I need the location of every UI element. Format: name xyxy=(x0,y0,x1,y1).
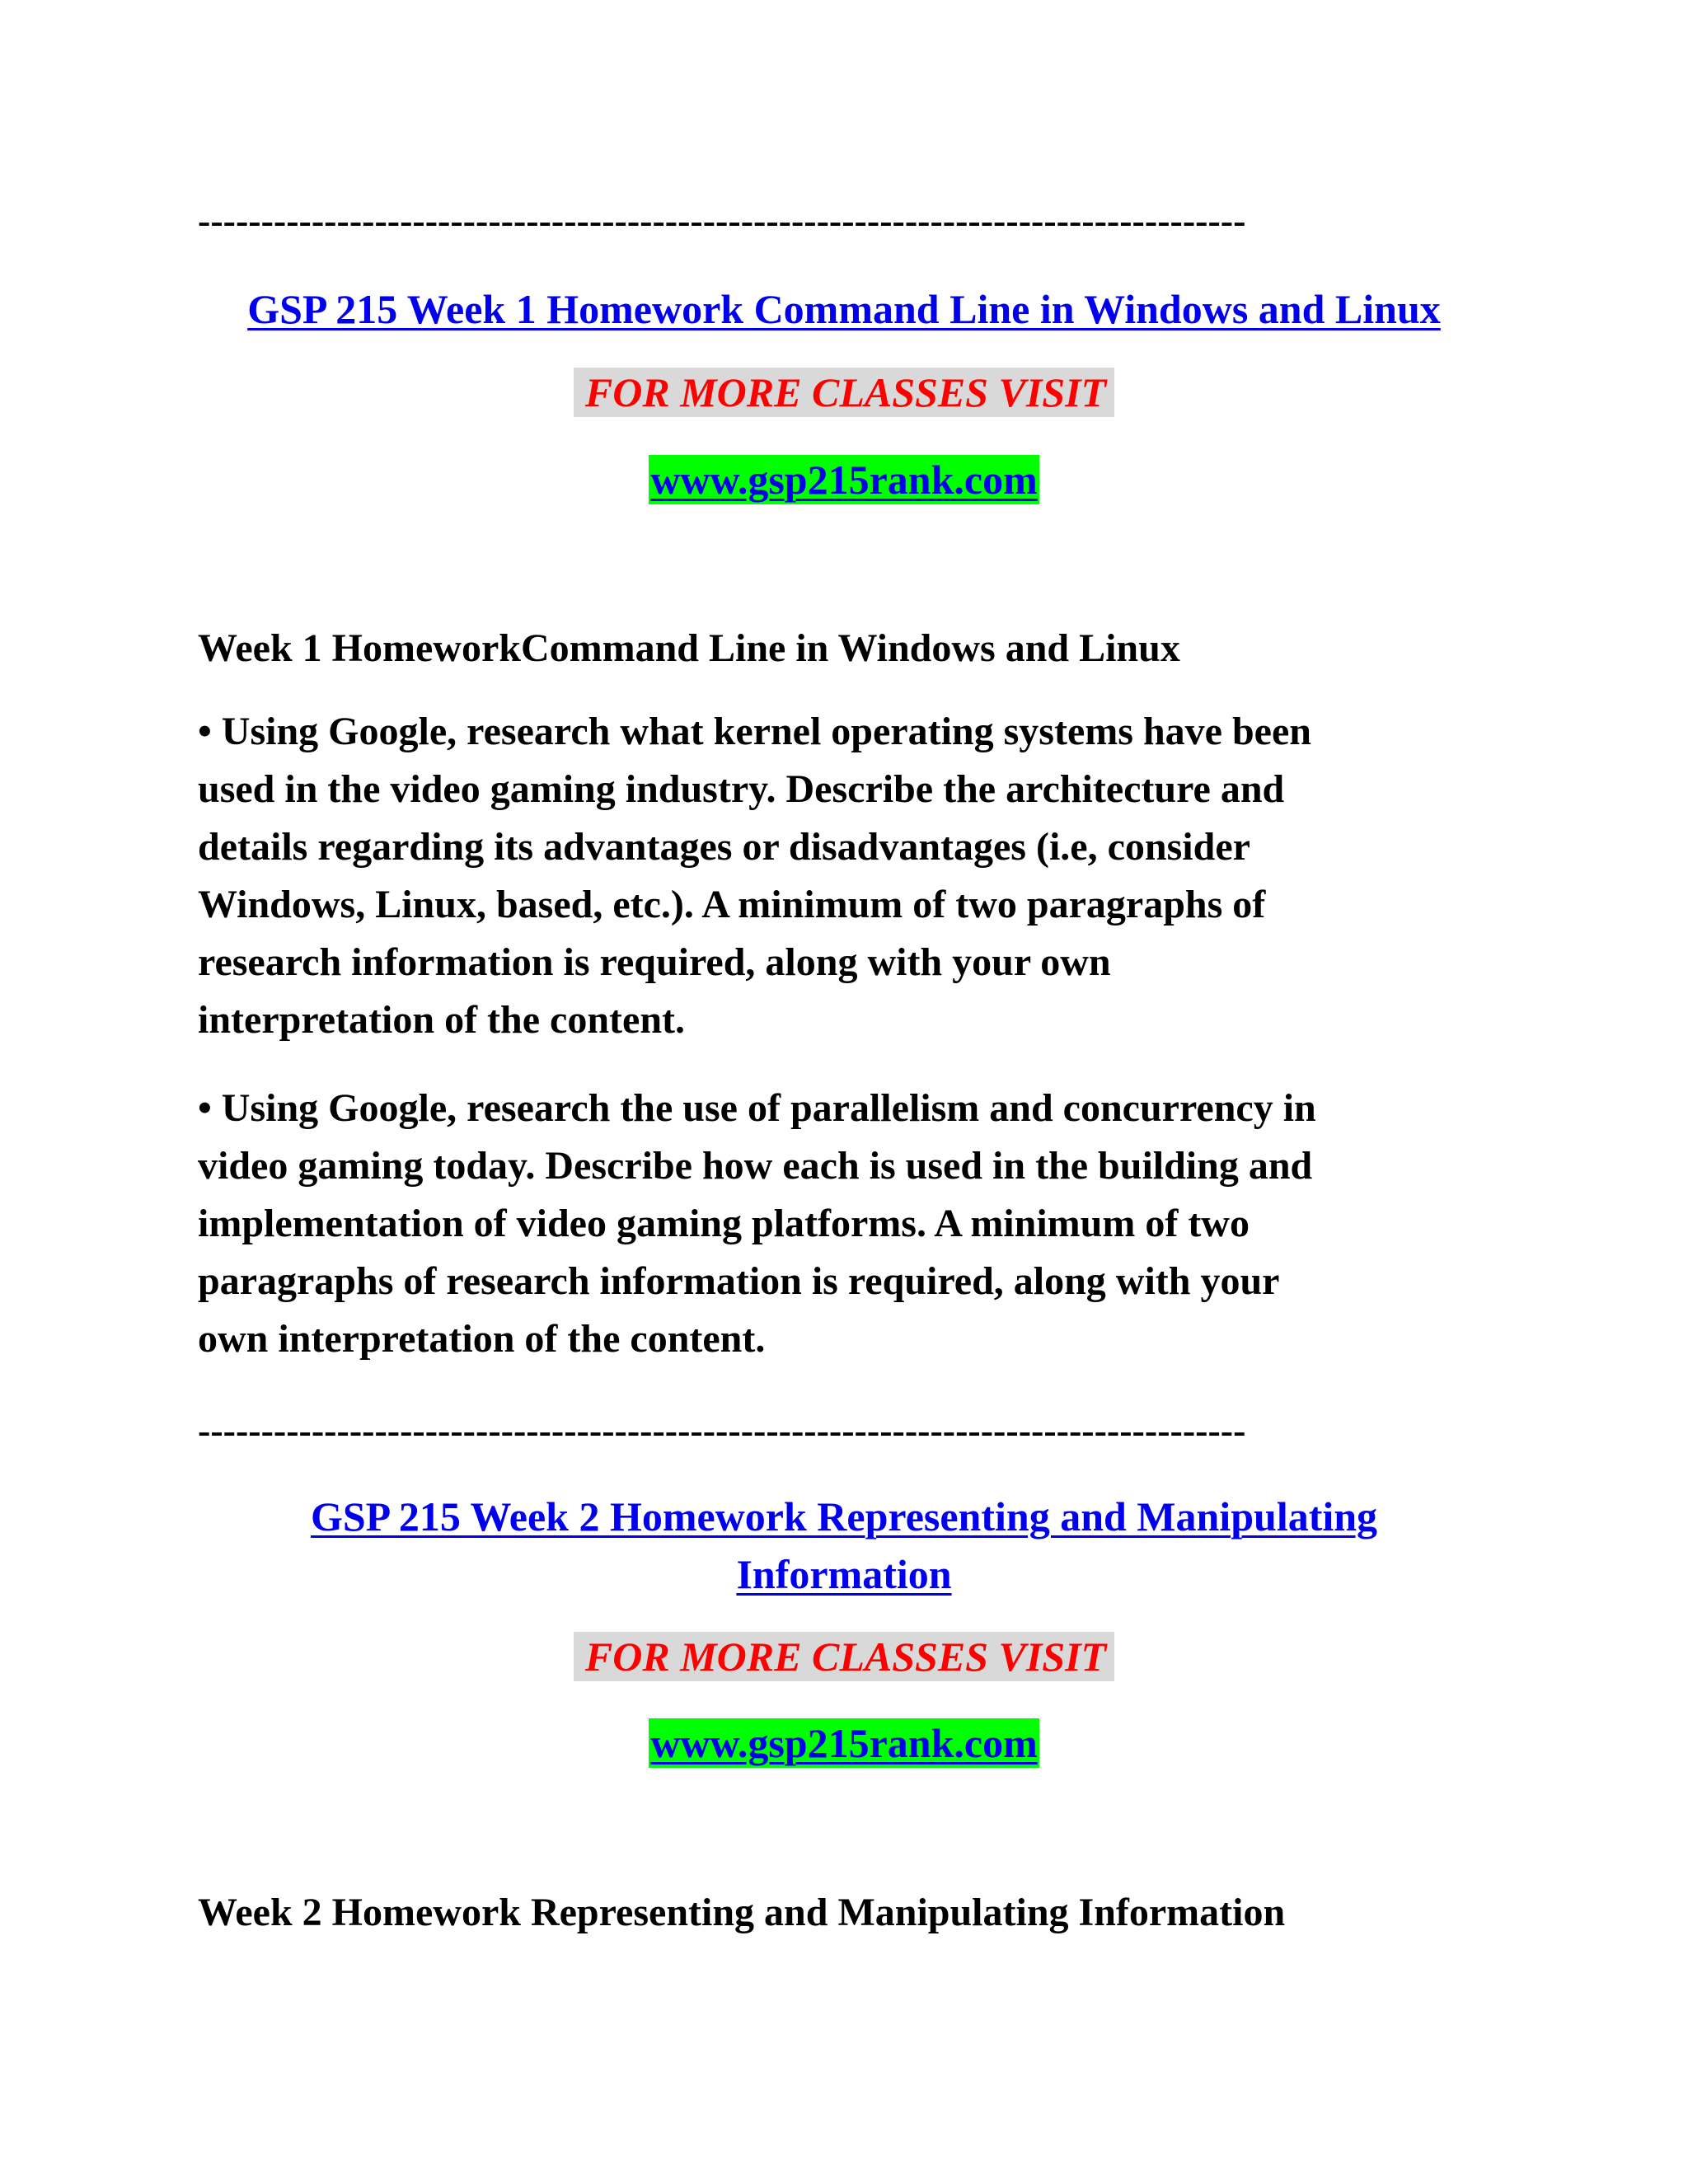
bullet-line: implementation of video gaming platforms. A minimum of two xyxy=(198,1202,1250,1245)
week1-bullet-2 xyxy=(198,1080,1484,1368)
section1-visit-row xyxy=(0,368,1688,417)
week1-heading: Week 1 HomeworkCommand Line in Windows and Linux xyxy=(198,626,1180,670)
week2-title-link[interactable]: GSP 215 Week 2 Homework Representing and Manipulating xyxy=(310,1493,1378,1540)
bullet-line: details regarding its advantages or disadvantages (i.e, consider xyxy=(198,825,1250,869)
section2-site-row xyxy=(0,1718,1688,1768)
bullet-line: video gaming today. Describe how each is used in the building and xyxy=(198,1144,1313,1188)
section2-visit-row xyxy=(0,1632,1688,1681)
section2-title-row-2 xyxy=(0,1545,1688,1603)
week1-title-link[interactable]: GSP 215 Week 1 Homework Command Line in Windows and Linux xyxy=(247,286,1441,332)
divider-middle: ----------------------------------------------------------------------------------- xyxy=(198,1409,1246,1451)
site-link[interactable]: www.gsp215rank.com xyxy=(650,457,1038,503)
section1-title-row xyxy=(0,280,1688,338)
more-classes-banner: FOR MORE CLASSES VISIT xyxy=(574,368,1114,417)
section2-title-row-1 xyxy=(0,1488,1688,1545)
divider-top: ----------------------------------------------------------------------------------- xyxy=(198,199,1246,241)
bullet-line: • Using Google, research what kernel operating systems have been xyxy=(198,710,1311,753)
week2-title-link-continued[interactable]: Information xyxy=(736,1551,952,1597)
bullet-line: own interpretation of the content. xyxy=(198,1317,766,1361)
more-classes-banner: FOR MORE CLASSES VISIT xyxy=(574,1632,1114,1681)
bullet-line: interpretation of the content. xyxy=(198,998,685,1042)
week1-bullet-1 xyxy=(198,703,1484,1049)
bullet-line: used in the video gaming industry. Describe the architecture and xyxy=(198,767,1285,811)
week2-heading: Week 2 Homework Representing and Manipulating Information xyxy=(198,1891,1286,1934)
bullet-line: research information is required, along with your own xyxy=(198,940,1111,984)
bullet-line: Windows, Linux, based, etc.). A minimum of two paragraphs of xyxy=(198,883,1266,926)
section1-site-row xyxy=(0,455,1688,504)
site-link[interactable]: www.gsp215rank.com xyxy=(650,1720,1038,1766)
bullet-line: • Using Google, research the use of parallelism and concurrency in xyxy=(198,1086,1316,1130)
bullet-line: paragraphs of research information is required, along with your xyxy=(198,1259,1280,1303)
